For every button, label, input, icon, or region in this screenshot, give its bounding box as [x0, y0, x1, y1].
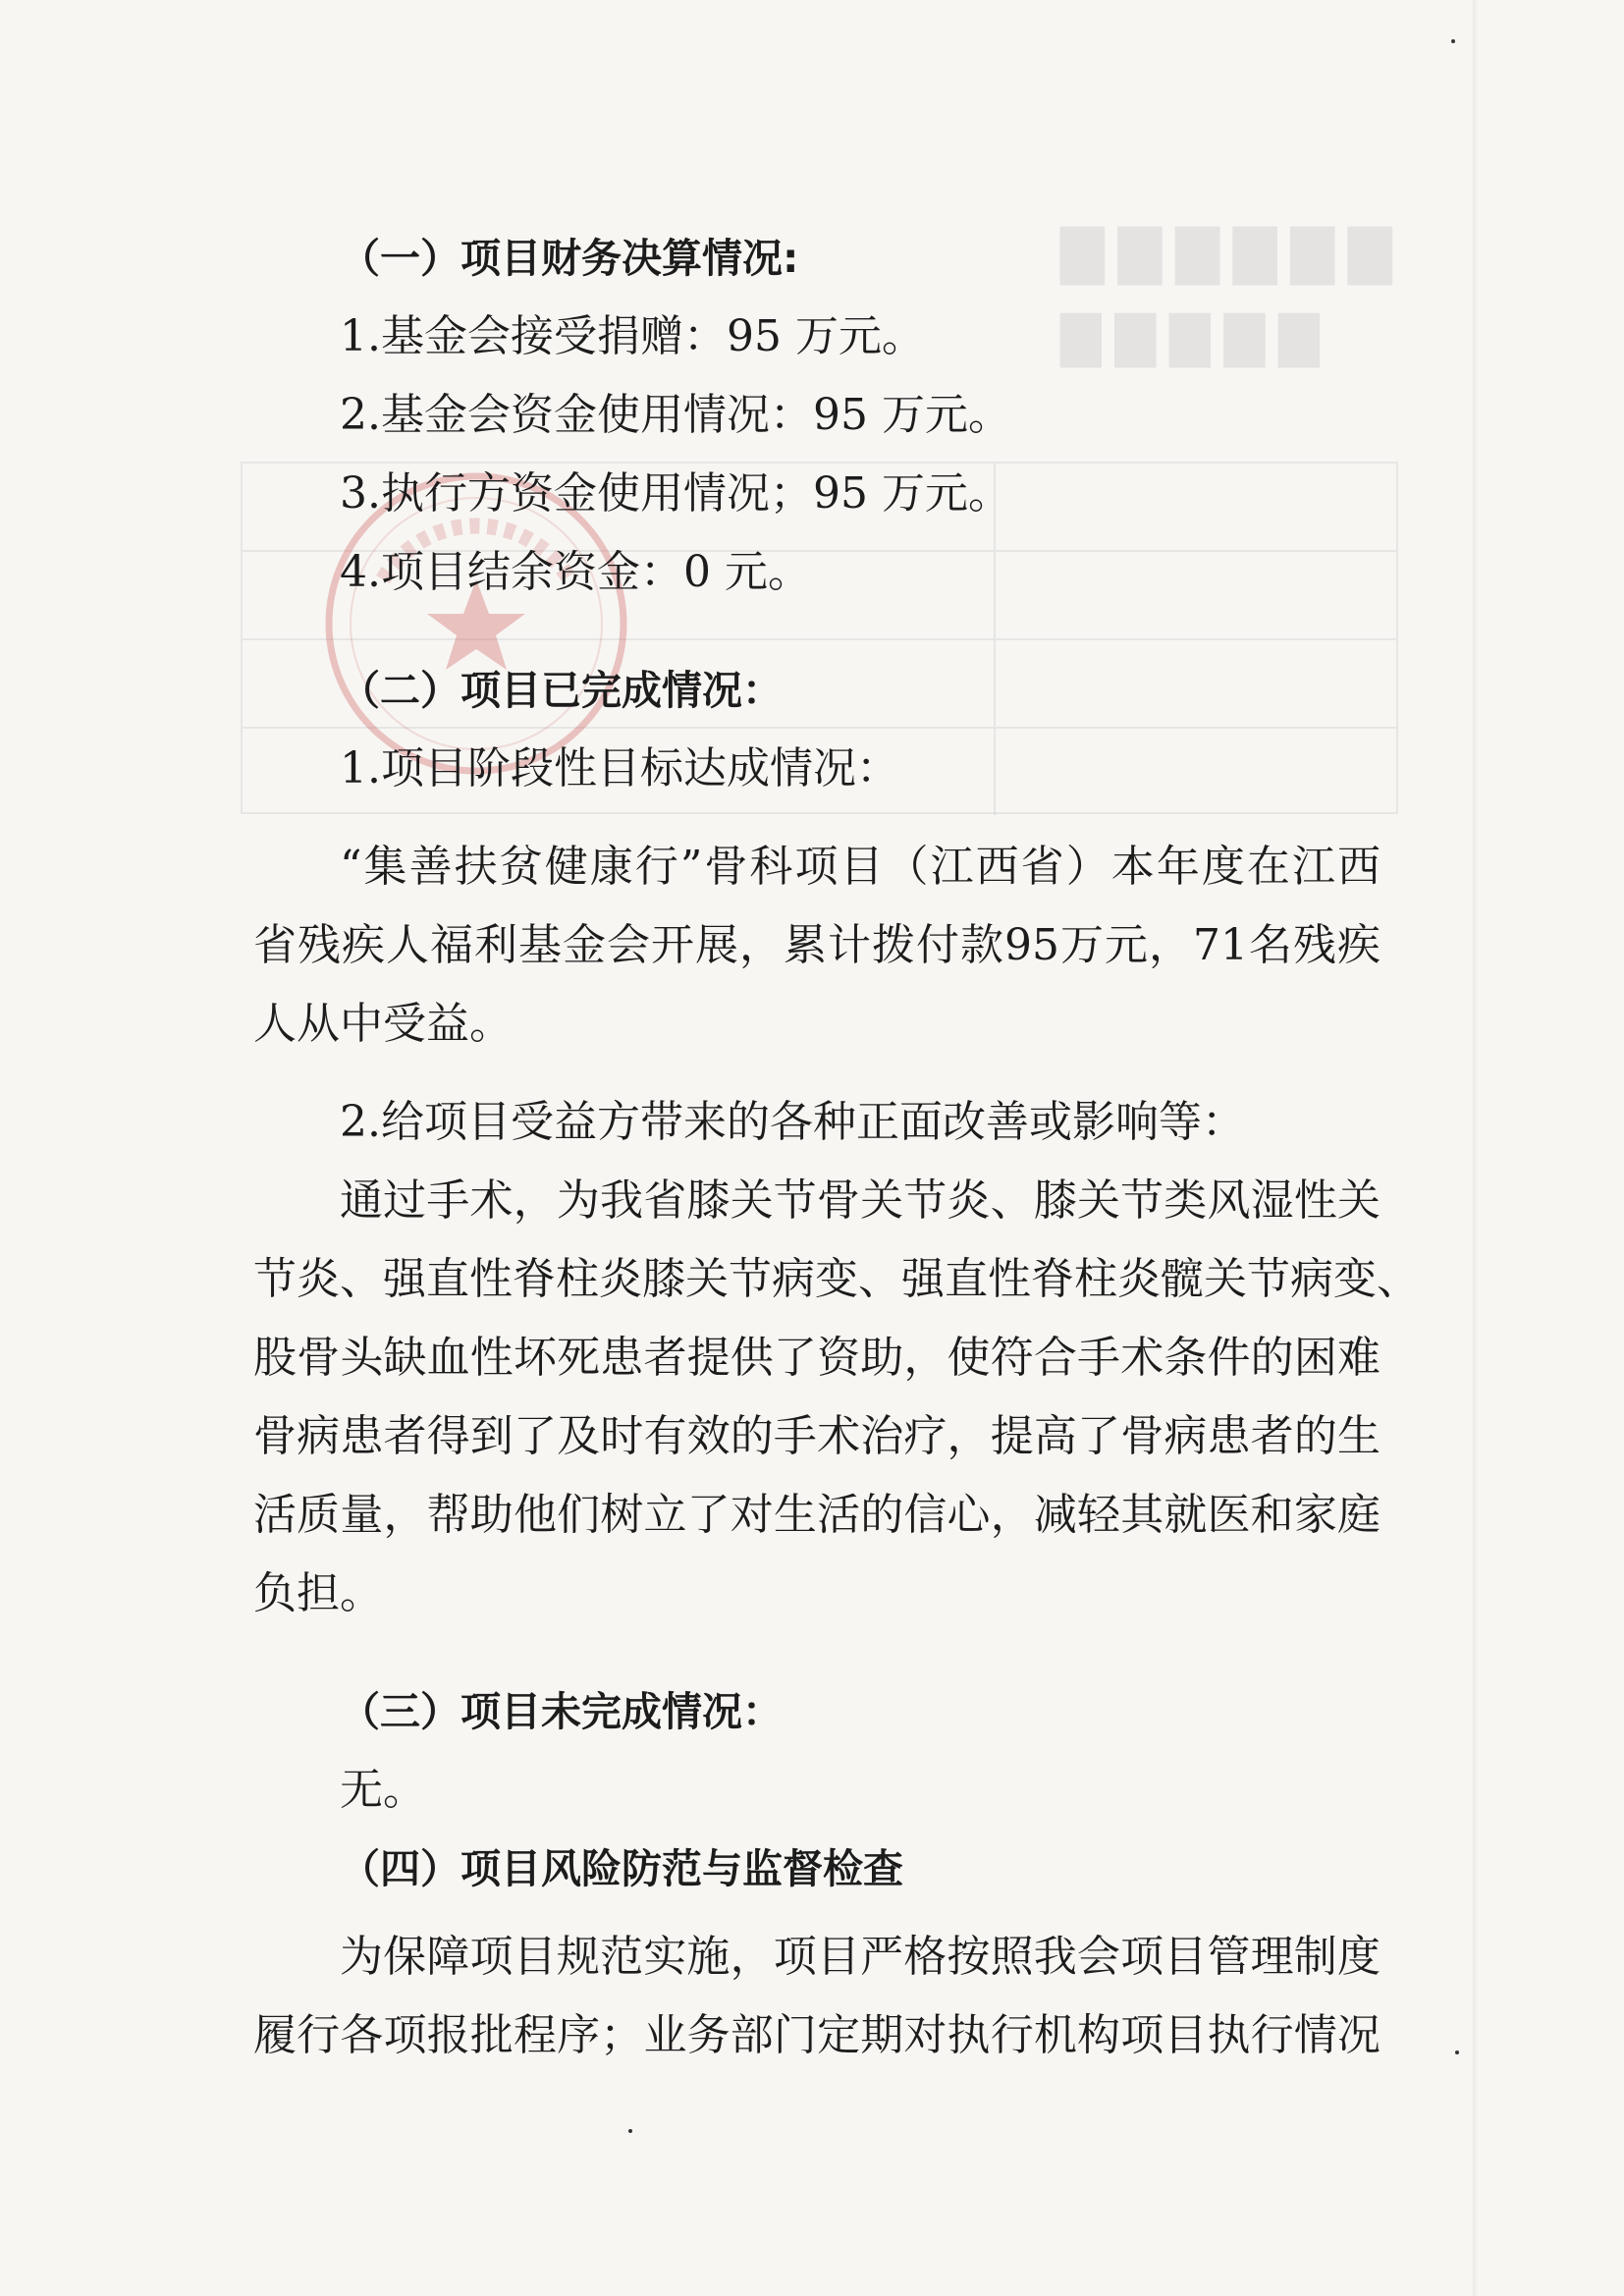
section-heading-financial: （一）项目财务决算情况: — [340, 235, 799, 282]
subsection-title: 1.项目阶段性目标达成情况： — [340, 743, 899, 793]
list-item: 4.项目结余资金：0 元。 — [340, 547, 811, 597]
section-heading-incomplete: （三）项目未完成情况： — [340, 1688, 783, 1735]
subsection-title: 2.给项目受益方带来的各种正面改善或影响等： — [340, 1097, 1245, 1147]
paragraph-line: 节炎、强直性脊柱炎膝关节病变、强直性脊柱炎髋关节病变、 — [253, 1254, 1420, 1304]
paragraph-line: 骨病患者得到了及时有效的手术治疗，提高了骨病患者的生 — [253, 1411, 1380, 1461]
list-item: 3.执行方资金使用情况；95 万元。 — [340, 468, 1011, 519]
list-item: 2.基金会资金使用情况：95 万元。 — [340, 390, 1011, 440]
paragraph-line: “集善扶贫健康行”骨科项目（江西省）本年度在江西 — [340, 842, 1380, 892]
paragraph-line: 无。 — [340, 1765, 426, 1815]
page-edge — [1473, 0, 1479, 2296]
paragraph-line: 人从中受益。 — [253, 999, 513, 1049]
section-heading-completed: （二）项目已完成情况： — [340, 667, 783, 714]
bleed-through-subtitle: ▇▇▇▇▇ — [1060, 304, 1333, 367]
scan-speck — [628, 2129, 632, 2133]
scan-speck — [1455, 2050, 1459, 2054]
paragraph-line: 活质量，帮助他们树立了对生活的信心，减轻其就医和家庭 — [253, 1490, 1380, 1540]
paragraph-line: 股骨头缺血性坏死患者提供了资助，使符合手术条件的困难 — [253, 1333, 1380, 1383]
paragraph-line: 负担。 — [253, 1568, 383, 1618]
bleed-through-title: ▇▇▇▇▇▇ — [1060, 218, 1406, 285]
paragraph-line: 通过手术，为我省膝关节骨关节炎、膝关节类风湿性关 — [340, 1175, 1380, 1226]
paragraph-line: 履行各项报批程序；业务部门定期对执行机构项目执行情况 — [253, 2010, 1380, 2060]
section-heading-risk: （四）项目风险防范与监督检查 — [340, 1845, 903, 1892]
list-item: 1.基金会接受捐赠：95 万元。 — [340, 311, 925, 361]
paragraph-line: 为保障项目规范实施，项目严格按照我会项目管理制度 — [340, 1932, 1380, 1982]
scan-speck — [1451, 39, 1455, 43]
paragraph-line: 省残疾人福利基金会开展，累计拨付款95万元，71名残疾 — [253, 920, 1380, 970]
